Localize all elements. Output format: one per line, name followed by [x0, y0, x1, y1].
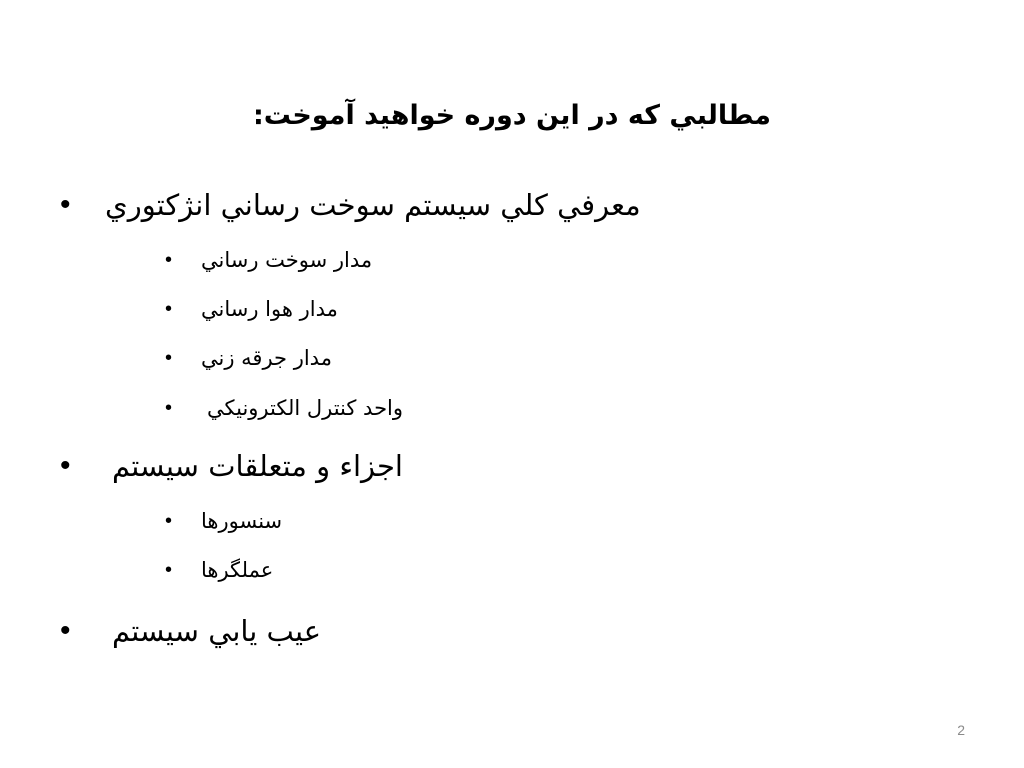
bullet-text: معرفي كلي سيستم سوخت رساني انژكتوري [105, 188, 641, 222]
sub-bullet-text: مدار جرقه زني [201, 346, 332, 370]
sub-bullet-item [165, 338, 332, 378]
bullet-icon: • [165, 558, 173, 581]
page-number: 2 [957, 722, 965, 738]
bullet-text: اجزاء و متعلقات سيستم [112, 449, 403, 483]
bullet-icon: • [165, 346, 173, 369]
bullet-item-intro [60, 185, 641, 225]
bullet-icon: • [60, 449, 71, 482]
slide-title: مطالبي كه در اين دوره خواهيد آموخت: [252, 100, 772, 131]
sub-bullet-text: واحد كنترل الكترونيكي [207, 396, 404, 420]
bullet-icon: • [165, 248, 173, 271]
bullet-icon: • [60, 614, 71, 647]
sub-bullet-text: مدار سوخت رساني [201, 248, 373, 272]
sub-bullet-item [165, 501, 282, 541]
sub-bullet-text: سنسورها [201, 509, 283, 533]
bullet-icon: • [165, 509, 173, 532]
bullet-icon: • [60, 188, 71, 221]
sub-bullet-text: مدار هوا رساني [201, 297, 338, 321]
sub-bullet-text: عملگرها [201, 558, 274, 582]
sub-bullet-item [165, 388, 403, 428]
sub-bullet-item [165, 240, 372, 280]
sub-bullet-item [165, 289, 338, 329]
bullet-text: عيب يابي سيستم [112, 614, 322, 648]
sub-bullet-item [165, 550, 273, 590]
bullet-icon: • [165, 297, 173, 320]
bullet-item-components [60, 446, 403, 486]
bullet-icon: • [165, 396, 173, 419]
bullet-item-troubleshooting [60, 611, 321, 651]
